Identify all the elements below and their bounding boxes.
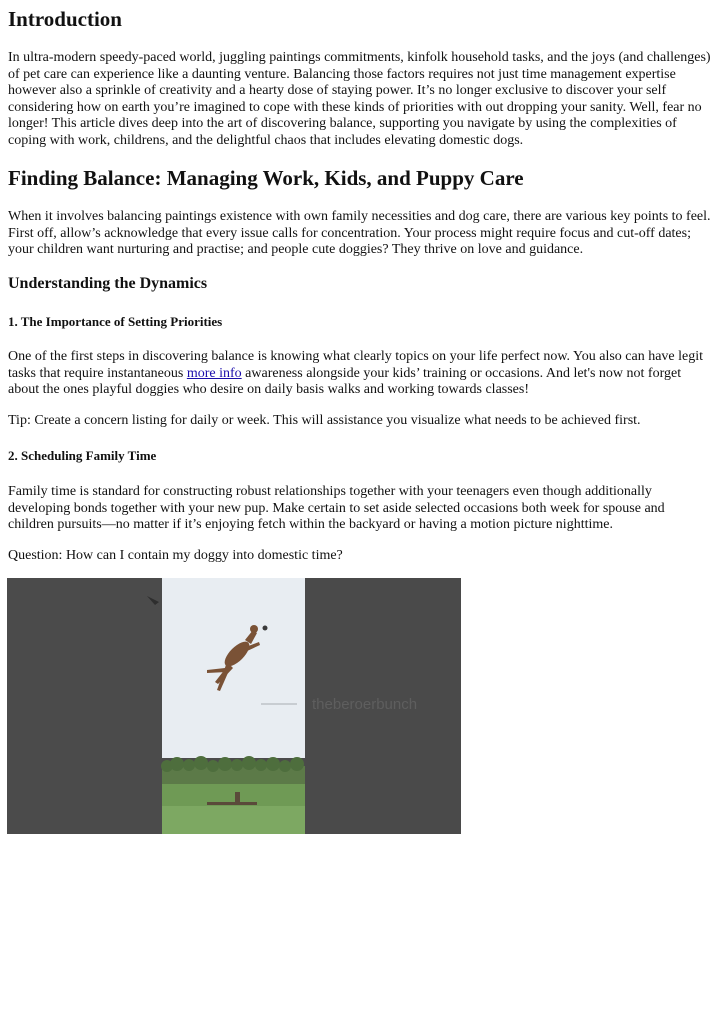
sky	[162, 578, 305, 758]
dynamics-heading: Understanding the Dynamics	[8, 275, 208, 292]
balance-heading: Finding Balance: Managing Work, Kids, and Puppy Care	[8, 166, 524, 190]
more-info-link[interactable]: more info	[186, 365, 242, 381]
priorities-heading: 1. The Importance of Setting Priorities	[8, 314, 223, 329]
priorities-paragraph	[8, 349, 712, 399]
ball	[263, 626, 268, 631]
grass-foreground	[162, 806, 305, 834]
dog-jumping-photo	[7, 578, 461, 834]
family-paragraph: Family time is standard for constructing robust relationships together with your teenagers even though additionally developing bonds together with your new pup. Make certain to set aside selected occasions both week for spouse and children pursuits—no matter if it’s enjoying fetch within the backyard or having a motion picture nighttime.	[8, 484, 665, 532]
left-frame-panel	[7, 578, 162, 834]
tip-paragraph: Tip: Create a concern listing for daily or week. This will assistance you visualize what needs to be achieved first.	[8, 413, 641, 428]
question-paragraph: Question: How can I contain my doggy into domestic time?	[8, 548, 343, 563]
photo-watermark: theberoerbunch	[312, 696, 418, 713]
priorities-text-after: awareness alongside your kids’ training or occasions. And let's now not forget about the ones playful doggies who desire on daily basis walks and working towards classes!	[8, 365, 682, 397]
priorities-text-before: One of the first steps in discovering balance is knowing what clearly topics on your life perfect now. You also can have legit tasks that require instantaneous	[8, 349, 704, 381]
balance-paragraph: When it involves balancing paintings existence with own family necessities and dog care, there are various key points to feel. First off, allow’s acknowledge that every issue calls for concentration. Your process might require focus and cut-off dates; your children want nurturing and practise; and people cute doggies? They thrive on love and guidance.	[8, 209, 711, 257]
small-caption-mark	[261, 703, 297, 705]
intro-heading: Introduction	[8, 7, 122, 31]
family-heading: 2. Scheduling Family Time	[8, 448, 157, 463]
bench	[207, 802, 257, 805]
intro-paragraph: In ultra-modern speedy-paced world, juggling paintings commitments, kinfolk household tasks, and the joys (and challenges) of pet care can experience like a daunting venture. Balancing those factors requires not just time management expertise however also a sprinkle of creativity and a hearty dose of staying power. It’s no longer exclusive to discover your self considering how on earth you’re imagined to cope with these kinds of priorities with out dropping your sanity. Well, fear no longer! This article dives deep into the art of discovering balance, supporting you navigate by using the complexities of coping with work, childrens, and the delightful chaos that includes elevating domestic dogs.	[8, 50, 711, 148]
